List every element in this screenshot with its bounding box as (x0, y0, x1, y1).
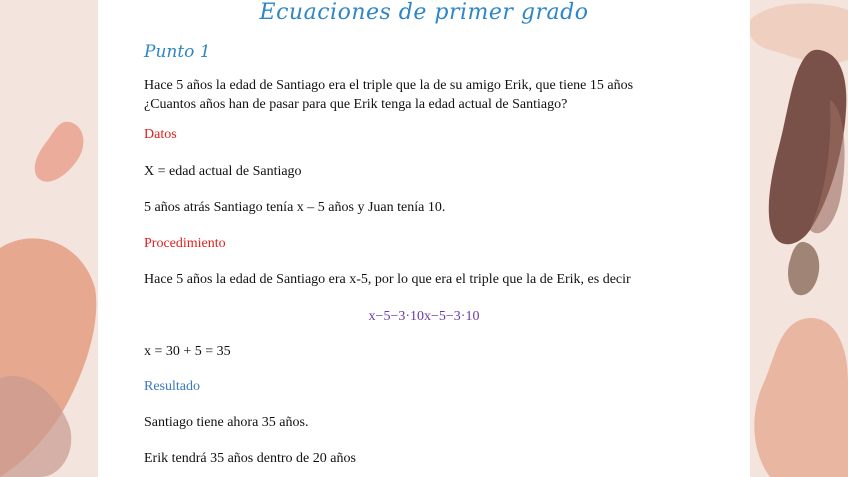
resultado-line-2: Erik tendrá 35 años dentro de 20 años (144, 451, 356, 466)
datos-label: Datos (144, 127, 177, 142)
procedimiento-label: Procedimiento (144, 236, 226, 251)
decorative-blob-left-orange (0, 228, 100, 477)
resultado-line-1: Santiago tiene ahora 35 años. (144, 415, 309, 430)
datos-line-2: 5 años atrás Santiago tenía x – 5 años y Juan tenía 10. (144, 200, 446, 215)
document-page (98, 0, 750, 477)
decorative-blob-left-pink (30, 118, 90, 188)
decorative-blob-right-brown (760, 40, 848, 250)
problem-text-line-2: ¿Cuantos años han de pasar para que Erik tenga la edad actual de Santiago? (144, 97, 568, 112)
decorative-blob-right-small (784, 240, 824, 300)
solution-line: x = 30 + 5 = 35 (144, 344, 231, 359)
equation: x−5−3·10x−5−3·10 (368, 309, 480, 324)
problem-text-line-1: Hace 5 años la edad de Santiago era el triple que la de su amigo Erik, que tiene 15 años (144, 78, 634, 93)
document-title: Ecuaciones de primer grado (259, 0, 589, 25)
section-heading: Punto 1 (144, 42, 211, 62)
resultado-label: Resultado (144, 379, 200, 394)
datos-line-1: X = edad actual de Santiago (144, 164, 302, 179)
procedimiento-line-1: Hace 5 años la edad de Santiago era x-5, por lo que era el triple que la de Erik, es decir (144, 272, 631, 287)
decorative-blob-right-bottom (740, 300, 848, 477)
